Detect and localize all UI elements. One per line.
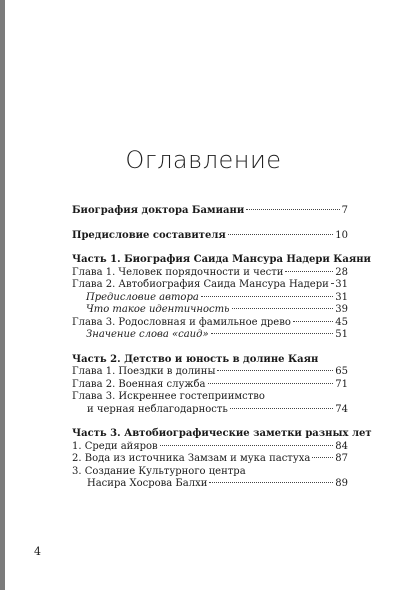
toc-entry-label: Глава 1. Поездки в долины xyxy=(72,366,216,377)
toc-part-label: Часть 1. Биография Саида Мансура Надери Каяни xyxy=(72,254,371,265)
dot-leader xyxy=(228,234,333,235)
toc-entry-page: 28 xyxy=(335,266,348,278)
page-edge-shadow xyxy=(0,0,5,590)
toc-entry-part2-ch3-line1[interactable] xyxy=(72,391,348,404)
toc-part-3-heading[interactable] xyxy=(72,428,372,441)
toc-entry-preface[interactable] xyxy=(72,230,348,243)
toc-entry-page: 84 xyxy=(335,440,348,452)
toc-entry-page: 31 xyxy=(335,279,348,290)
dot-leader xyxy=(230,408,333,409)
toc-entry-page: 10 xyxy=(335,229,348,241)
toc-entry-label: 1. Среди айяров xyxy=(72,440,158,452)
toc-entry-part3-item3-line1[interactable] xyxy=(72,466,348,479)
toc-entry-part1-ch2[interactable] xyxy=(72,279,348,292)
toc-entry-label: 2. Вода из источника Замзам и мука пастуха xyxy=(72,453,311,464)
dot-leader xyxy=(246,209,339,210)
toc-entry-bio[interactable] xyxy=(72,205,348,218)
toc-part-label: Часть 3. Автобиографические заметки разных лет xyxy=(72,428,372,439)
toc-entry-label: Биография доктора Бамиани xyxy=(72,205,245,216)
dot-leader xyxy=(209,482,333,483)
toc-part-label: Часть 2. Детство и юность в долине Каян xyxy=(72,353,319,365)
toc-entry-label: 3. Создание Культурного центра xyxy=(72,465,246,477)
dot-leader xyxy=(217,370,333,371)
toc-entry-part3-item3[interactable] xyxy=(72,478,348,491)
toc-entry-label: Значение слова «саид» xyxy=(86,329,209,340)
toc-entry-label: Что такое идентичность xyxy=(86,304,230,315)
toc-entry-label: Глава 3. Родословная и фамильное древо xyxy=(72,316,291,328)
toc-entry-label: Глава 3. Искреннее гостеприимство xyxy=(72,391,265,402)
dot-leader xyxy=(201,296,333,297)
toc-entry-page: 31 xyxy=(335,291,348,303)
dot-leader xyxy=(232,308,334,309)
toc-entry-part2-ch2[interactable] xyxy=(72,379,348,392)
dot-leader xyxy=(285,271,333,272)
toc-entry-label: Глава 1. Человек порядочности и чести xyxy=(72,266,284,278)
dot-leader xyxy=(331,283,334,284)
toc-entry-page: 39 xyxy=(335,304,348,315)
dot-leader xyxy=(208,383,334,384)
toc-entry-part2-ch1[interactable] xyxy=(72,366,348,379)
toc-entry-label: Предисловие автора xyxy=(86,291,199,303)
page-title: Оглавление xyxy=(125,146,282,174)
toc-entry-page: 51 xyxy=(335,329,348,340)
toc-entry-page: 65 xyxy=(335,366,348,377)
dot-leader xyxy=(293,321,333,322)
toc-entry-page: 89 xyxy=(335,478,348,489)
toc-entry-part1-ch3-sub1[interactable] xyxy=(72,329,348,342)
toc-entry-label: Насира Хосрова Балхи xyxy=(87,478,208,489)
page-number: 4 xyxy=(34,545,41,558)
toc-entry-page: 87 xyxy=(335,453,348,464)
toc-entry-page: 7 xyxy=(341,205,348,216)
toc-entry-part1-ch1[interactable] xyxy=(72,267,348,280)
toc-entry-label: Глава 2. Военная служба xyxy=(72,378,206,390)
dot-leader xyxy=(160,445,334,446)
toc-entry-part3-item1[interactable] xyxy=(72,441,348,454)
toc-part-2-heading[interactable] xyxy=(72,354,348,367)
toc-part-1-heading[interactable] xyxy=(72,254,371,267)
dot-leader xyxy=(211,333,334,334)
toc-entry-label: и черная неблагодарность xyxy=(87,403,228,415)
toc-entry-part2-ch3[interactable] xyxy=(72,404,348,417)
toc-entry-part1-ch3[interactable] xyxy=(72,317,348,330)
toc-entry-label: Глава 2. Автобиография Саида Мансура Надери xyxy=(72,279,329,290)
toc-entry-page: 71 xyxy=(335,378,348,390)
dot-leader xyxy=(312,457,333,458)
toc-entry-part3-item2[interactable] xyxy=(72,453,348,466)
table-of-contents xyxy=(72,205,372,491)
toc-entry-part1-ch2-sub2[interactable] xyxy=(72,304,348,317)
toc-entry-part1-ch2-sub1[interactable] xyxy=(72,292,348,305)
toc-entry-label: Предисловие составителя xyxy=(72,229,226,241)
toc-entry-page: 45 xyxy=(335,316,348,328)
toc-entry-page: 74 xyxy=(335,403,348,415)
